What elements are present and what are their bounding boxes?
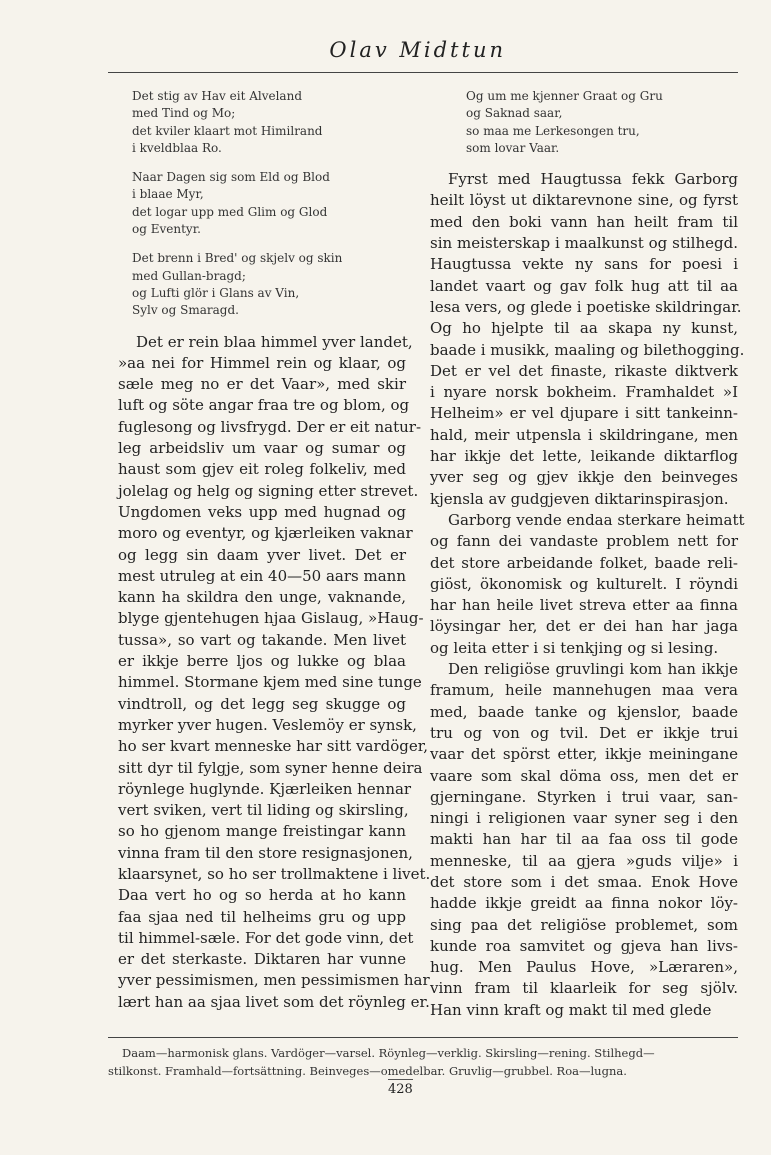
text-line: og leita etter i si tenkjing og si lesing.	[430, 638, 719, 657]
text-line: det store arbeidande folket, baade reli-	[430, 553, 738, 572]
left-prose	[118, 332, 431, 1014]
text-line: hadde ikkje greidt aa finna nokor löy-	[430, 894, 738, 913]
text-line: Fyrst med Haugtussa fekk Garborg	[448, 170, 738, 189]
poem-line: Det stig av Hav eit Alveland	[132, 89, 302, 103]
text-line: Ungdomen veks upp med hugnad og	[118, 502, 406, 521]
text-line: har han heile livet streva etter aa finna	[430, 596, 738, 615]
poem-line: som lovar Vaar.	[466, 140, 560, 155]
text-line: ningi i religionen vaar syner seg i den	[430, 809, 738, 828]
text-line: vinn fram til klaarleik for seg sjölv.	[430, 979, 738, 998]
text-line: vindtroll, og det legg seg skugge og	[118, 694, 406, 713]
text-line: jolelag og helg og signing etter strevet.	[118, 481, 419, 500]
text-line: klaarsynet, so ho ser trollmaktene i livet.	[118, 864, 431, 883]
text-line: löysingar her, det er dei han har jaga	[430, 617, 738, 636]
text-line: heilt löyst ut diktarevnone sine, og fyrst	[430, 191, 738, 210]
poem-line: og Eventyr.	[132, 222, 201, 237]
poem-line: det kviler klaart mot Himilrand	[132, 123, 323, 138]
text-line: mest utruleg at ein 40—50 aars mann	[118, 566, 406, 585]
text-line: vaare som skal döma oss, men det er	[430, 766, 738, 785]
poem-line: Det brenn i Bred' og skjelv og skin	[132, 251, 343, 266]
text-line: sin meisterskap i maalkunst og stilhegd.	[430, 234, 738, 253]
poem-line: med Tind og Mo;	[132, 106, 236, 121]
poem-stanza	[118, 169, 406, 238]
text-line: er ikkje berre ljos og lukke og blaa	[118, 652, 406, 671]
header-title: Olav Midttun	[329, 38, 506, 62]
running-header	[108, 38, 738, 73]
text-line: fuglesong og livsfrygd. Der er eit natur-	[118, 417, 422, 436]
text-line: vert sviken, vert til liding og skirsling,	[118, 801, 409, 820]
text-line: framum, heile mannehugen maa vera	[430, 681, 738, 700]
poem-right	[430, 88, 738, 157]
text-line: giöst, ökonomisk og kulturelt. I röyndi	[430, 574, 738, 593]
paragraph	[118, 332, 431, 1014]
text-line: vinna fram til den store resignasjonen,	[118, 843, 413, 862]
text-line: til himmel-sæle. For det gode vinn, det	[118, 928, 414, 947]
text-line: baade i musikk, maaling og bilethogging.	[430, 340, 745, 359]
text-line: luft og söte angar fraa tre og blom, og	[118, 396, 410, 415]
text-line: makti han har til aa faa oss til gode	[430, 830, 738, 849]
paragraph	[430, 169, 745, 510]
text-line: det store som i det smaa. Enok Hove	[430, 872, 738, 891]
text-line: kann ha skildra den unge, vaknande,	[118, 588, 406, 607]
poem-line: det logar upp med Glim og Glod	[132, 204, 328, 219]
text-line: leg arbeidsliv um vaar og sumar og	[118, 439, 406, 458]
text-line: faa sjaa ned til helheims gru og upp	[118, 907, 406, 926]
text-line: hug. Men Paulus Hove, »Læraren»,	[430, 958, 738, 977]
poem-stanza	[118, 250, 406, 319]
text-line: sitt dyr til fylgje, som syner henne deira	[118, 758, 423, 777]
text-line: yver seg og gjev ikkje den beinveges	[430, 468, 738, 487]
text-line: Og ho hjelpte til aa skapa ny kunst,	[430, 319, 738, 338]
text-line: Det er rein blaa himmel yver landet,	[136, 332, 413, 351]
paragraph	[430, 659, 738, 1021]
text-line: myrker yver hugen. Veslemöy er synsk,	[118, 715, 417, 734]
text-line: Han vinn kraft og makt til med glede	[430, 1000, 712, 1019]
poem-line: med Gullan-bragd;	[132, 268, 246, 283]
text-line: moro og eventyr, og kjærleiken vaknar	[118, 524, 413, 543]
poem-left	[118, 88, 406, 320]
right-prose	[430, 169, 745, 1021]
left-column	[118, 88, 431, 1013]
text-line: har ikkje det lette, leikande diktarflog	[430, 447, 738, 466]
text-line: lesa vers, og glede i poetiske skildringar.	[430, 297, 742, 316]
text-line: haust som gjev eit roleg folkeliv, med	[118, 460, 406, 479]
poem-line: so maa me Lerkesongen tru,	[466, 123, 640, 138]
text-line: röynlege huglynde. Kjærleiken hennar	[118, 779, 412, 798]
text-line: tru og von og tvil. Det er ikkje trui	[430, 723, 738, 742]
text-line: og legg sin daam yver livet. Det er	[118, 545, 406, 564]
text-line: landet vaart og gav folk hug att til aa	[430, 276, 738, 295]
footnote-line: Daam—harmonisk glans. Vardöger—varsel. Röynleg—verklig. Skirsling—rening. Stilhegd—	[122, 1046, 655, 1060]
text-line: sæle meg no er det Vaar», med skir	[118, 375, 406, 394]
poem-stanza	[430, 88, 738, 157]
text-line: Helheim» er vel djupare i sitt tankeinn-	[430, 404, 738, 423]
text-line: gjerningane. Styrken i trui vaar, san-	[430, 787, 738, 806]
page-number: 428	[388, 1079, 413, 1097]
text-line: Garborg vende endaa sterkare heimatt	[448, 510, 745, 529]
text-line: Den religiöse gruvlingi kom han ikkje	[448, 660, 738, 679]
footnote-line: stilkonst. Framhald—fortsättning. Beinveges—omedelbar. Gruvlig—grubbel. Roa—lugna.	[108, 1064, 627, 1078]
text-line: Haugtussa vekte ny sans for poesi i	[430, 255, 738, 274]
text-line: Daa vert ho og so herda at ho kann	[118, 886, 406, 905]
footnotes	[108, 1037, 738, 1080]
text-line: kjensla av gudgjeven diktarinspirasjon.	[430, 489, 729, 508]
text-line: ho ser kvart menneske har sitt vardöger,	[118, 737, 429, 756]
right-column	[430, 88, 745, 1021]
poem-line: og Lufti glör i Glans av Vin,	[132, 285, 300, 300]
text-line: menneske, til aa gjera »guds vilje» i	[430, 851, 738, 870]
text-line: tussa», so vart og takande. Men livet	[118, 630, 406, 649]
text-line: lært han aa sjaa livet som det röynleg er.	[118, 992, 430, 1011]
text-line: i nyare norsk bokheim. Framhaldet »I	[430, 383, 738, 402]
poem-line: i blaae Myr,	[132, 187, 204, 202]
paragraph	[430, 510, 745, 659]
text-line: med, baade tanke og kjenslor, baade	[430, 702, 738, 721]
text-line: kunde roa samvitet og gjeva han livs-	[430, 936, 738, 955]
poem-line: Naar Dagen sig som Eld og Blod	[132, 170, 330, 185]
text-line: himmel. Stormane kjem med sine tunge	[118, 673, 422, 692]
text-line: med den boki vann han heilt fram til	[430, 212, 738, 231]
text-line: »aa nei for Himmel rein og klaar, og	[118, 353, 406, 372]
poem-line: Sylv og Smaragd.	[132, 303, 239, 318]
text-line: og fann dei vandaste problem nett for	[430, 532, 738, 551]
poem-line: Og um me kjenner Graat og Gru	[466, 89, 663, 103]
text-line: sing paa det religiöse problemet, som	[430, 915, 738, 934]
text-line: vaar det spörst etter, ikkje meiningane	[430, 745, 738, 764]
poem-line: og Saknad saar,	[466, 106, 563, 121]
poem-line: i kveldblaa Ro.	[132, 140, 222, 155]
poem-stanza	[118, 88, 406, 157]
text-line: Det er vel det finaste, rikaste diktverk	[430, 361, 738, 380]
text-line: so ho gjenom mange freistingar kann	[118, 822, 406, 841]
text-line: blyge gjentehugen hjaa Gislaug, »Haug-	[118, 609, 424, 628]
text-line: yver pessimismen, men pessimismen har	[118, 971, 430, 990]
text-line: hald, meir utpensla i skildringane, men	[430, 425, 738, 444]
text-line: er det sterkaste. Diktaren har vunne	[118, 950, 406, 969]
